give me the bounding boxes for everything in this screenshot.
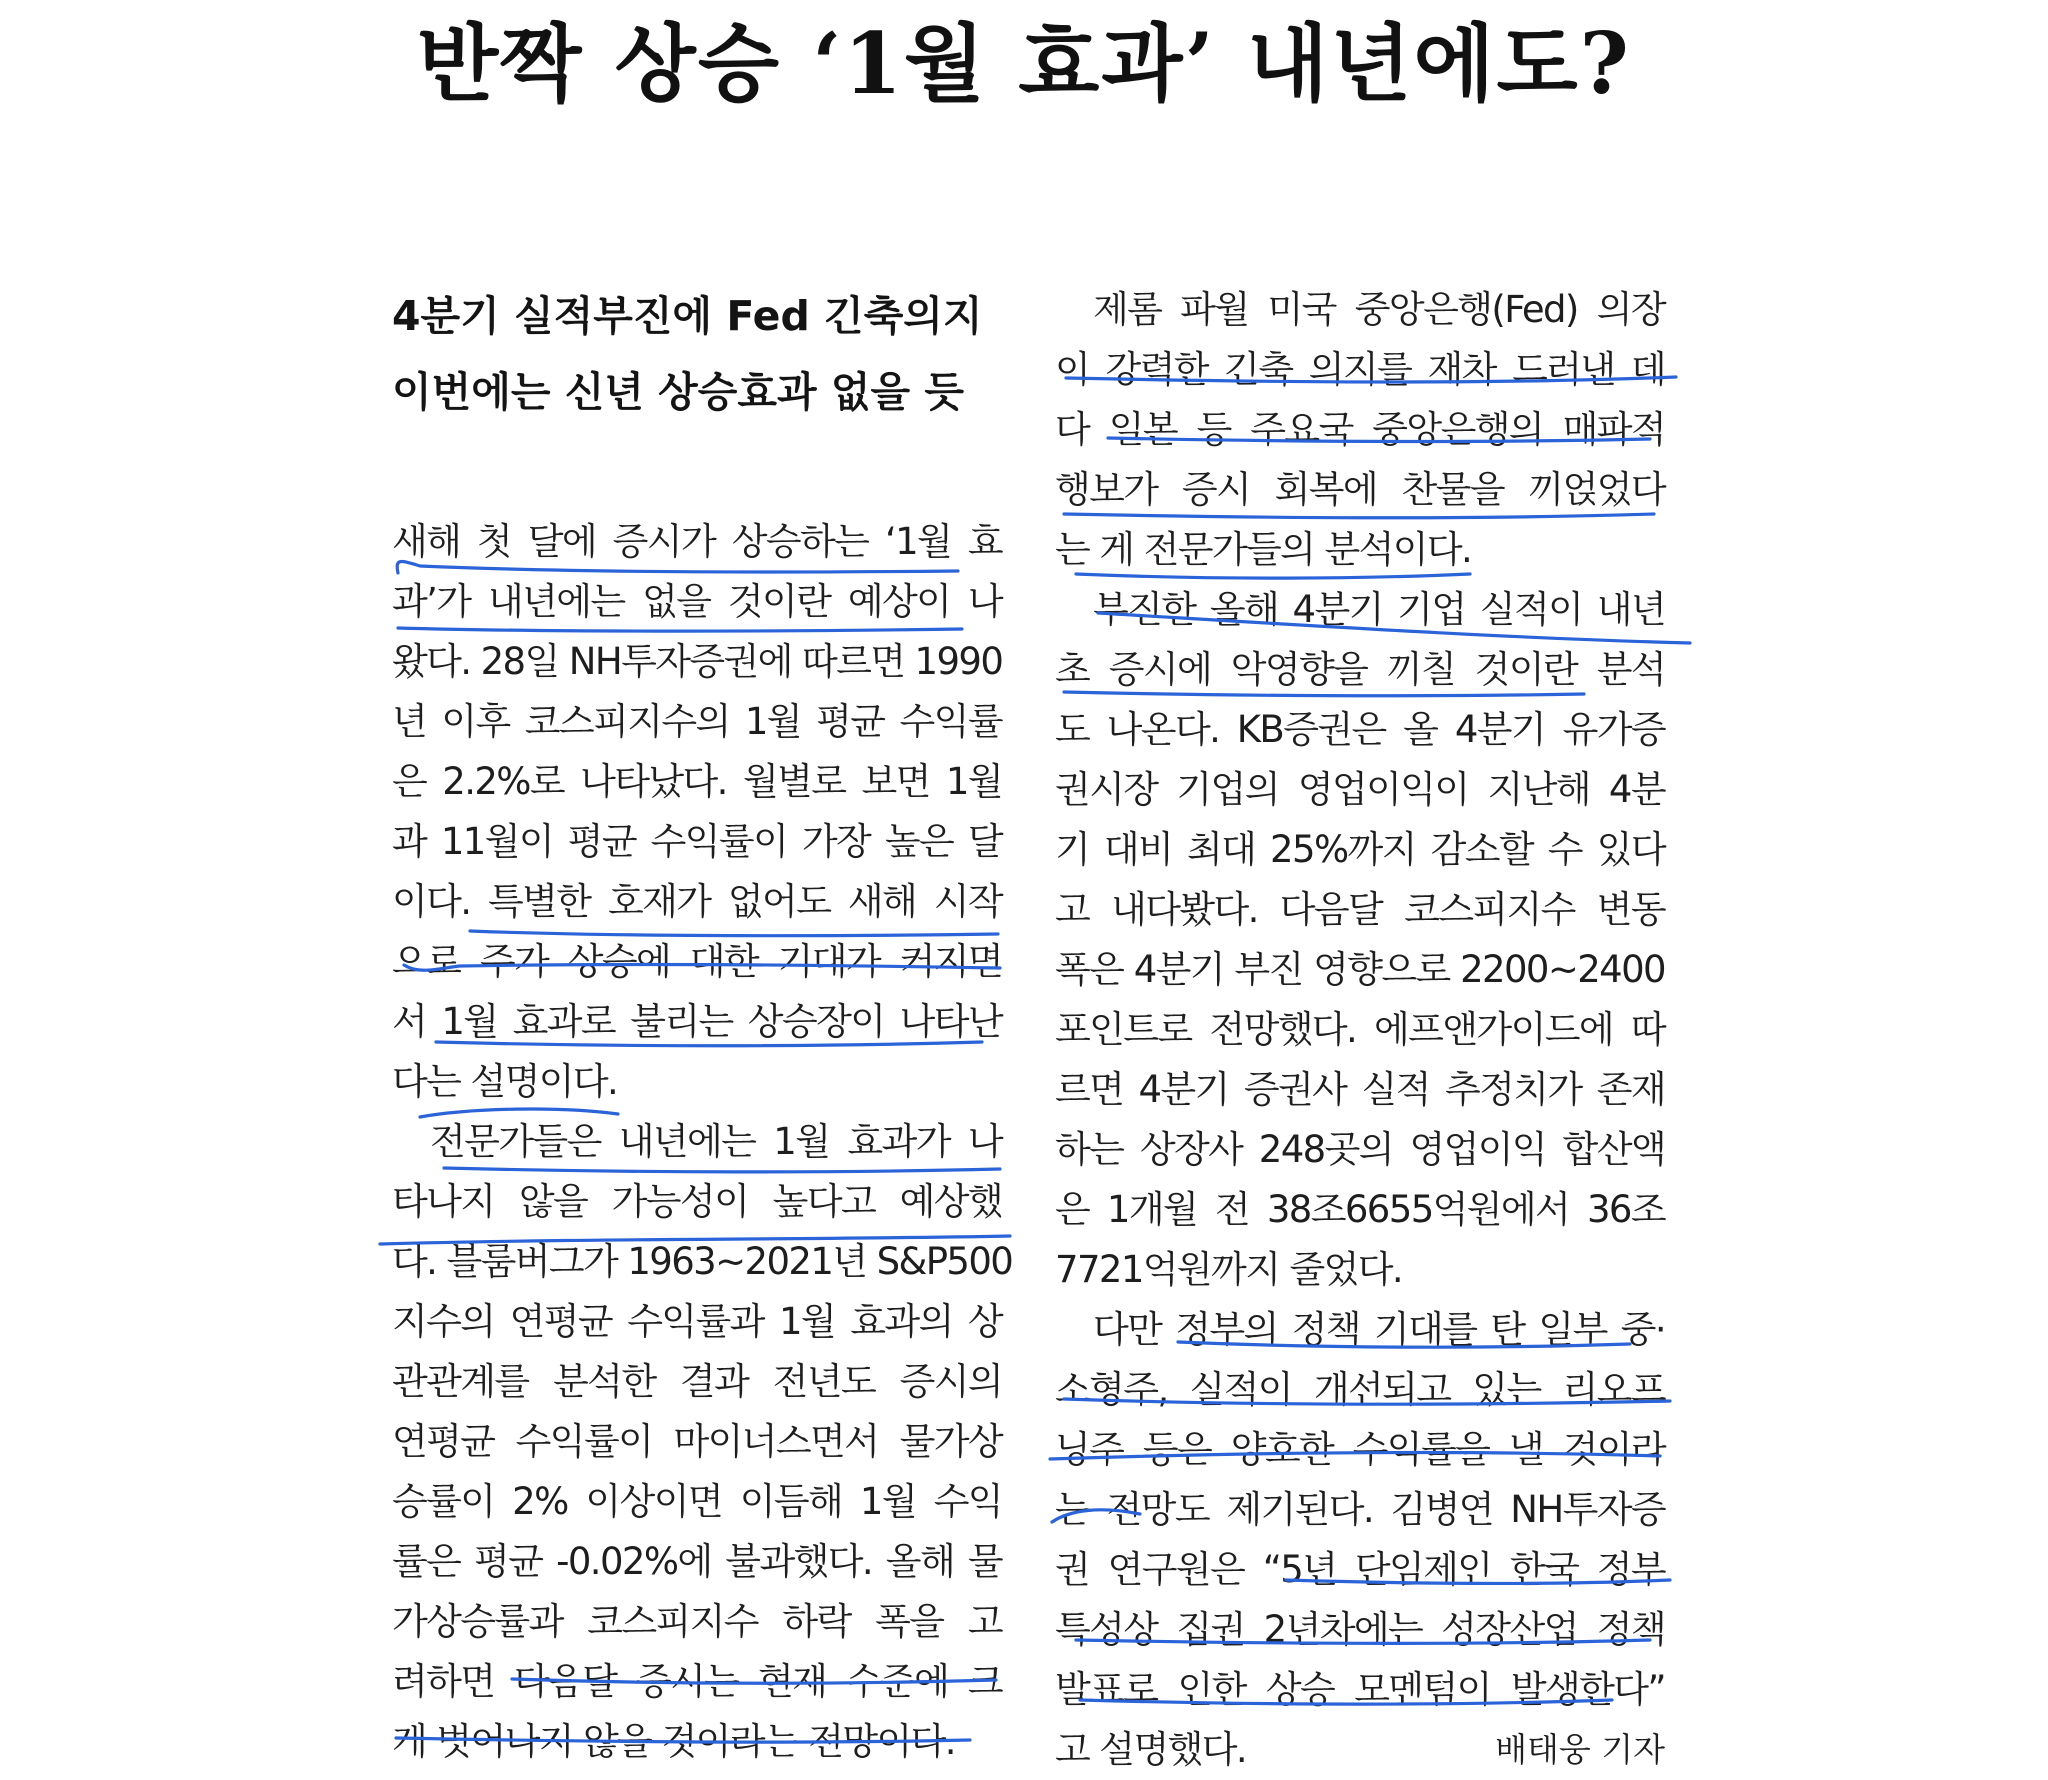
body-line: 으로 주가 상승에 대한 기대가 커지면 <box>392 940 1002 983</box>
closing-row <box>1055 1720 1665 1780</box>
body-line: 폭은 4분기 부진 영향으로 2200~2400 <box>1055 948 1665 991</box>
body-line: 다는 설명이다. <box>392 1060 618 1103</box>
article-headline: 반짝 상승 ‘1월 효과’ 내년에도? <box>417 14 1631 113</box>
subheadline-line: 4분기 실적부진에 Fed 긴축의지 <box>392 292 983 340</box>
body-line: 승률이 2% 이상이면 이듬해 1월 수익 <box>392 1480 1002 1523</box>
subheadline-line: 이번에는 신년 상승효과 없을 듯 <box>392 368 964 416</box>
body-line: 는 전망도 제기된다. 김병연 NH투자증 <box>1055 1488 1665 1531</box>
body-line: 연평균 수익률이 마이너스면서 물가상 <box>392 1420 1002 1463</box>
body-line: 이다. 특별한 호재가 없어도 새해 시작 <box>392 880 1002 923</box>
body-line: 다 일본 등 주요국 중앙은행의 매파적 <box>1055 408 1665 451</box>
body-line: 부진한 올해 4분기 기업 실적이 내년 <box>1093 588 1665 631</box>
body-line: 다만 정부의 정책 기대를 탄 일부 중· <box>1093 1308 1665 1351</box>
body-line: 권 연구원은 “5년 단임제인 한국 정부 <box>1055 1548 1665 1591</box>
body-line: 는 게 전문가들의 분석이다. <box>1055 528 1472 571</box>
body-line: 초 증시에 악영향을 끼칠 것이란 분석 <box>1055 648 1665 691</box>
body-line: 관관계를 분석한 결과 전년도 증시의 <box>392 1360 1002 1403</box>
article-column-left <box>392 512 1013 1772</box>
body-line: 르면 4분기 증권사 실적 추정치가 존재 <box>1055 1068 1665 1111</box>
body-line: 기 대비 최대 25%까지 감소할 수 있다 <box>1055 828 1665 871</box>
body-line: 타나지 않을 가능성이 높다고 예상했 <box>392 1180 1002 1223</box>
body-line: 포인트로 전망했다. 에프앤가이드에 따 <box>1055 1008 1665 1051</box>
body-line: 다. 블룸버그가 1963~2021년 S&P500 <box>392 1240 1013 1283</box>
article-subheadline <box>392 278 1012 430</box>
body-line: 왔다. 28일 NH투자증권에 따르면 1990 <box>392 640 1003 683</box>
body-line: 도 나온다. KB증권은 올 4분기 유가증 <box>1055 708 1665 751</box>
body-line: 은 2.2%로 나타났다. 월별로 보면 1월 <box>392 760 1002 803</box>
body-line: 려하면 다음달 증시는 현재 수준에 크 <box>392 1660 1002 1703</box>
reporter-byline: 배태웅 기자 <box>1495 1730 1665 1769</box>
body-line: 고 설명했다. <box>1055 1728 1247 1771</box>
body-line: 서 1월 효과로 불리는 상승장이 나타난 <box>392 1000 1002 1043</box>
body-line: 은 1개월 전 38조6655억원에서 36조 <box>1055 1188 1665 1231</box>
body-line: 가상승률과 코스피지수 하락 폭을 고 <box>392 1600 1002 1643</box>
body-line: 소형주, 실적이 개선되고 있는 리오프 <box>1055 1368 1665 1411</box>
body-line: 지수의 연평균 수익률과 1월 효과의 상 <box>392 1300 1002 1343</box>
body-line: 전문가들은 내년에는 1월 효과가 나 <box>430 1120 1002 1163</box>
body-line: 새해 첫 달에 증시가 상승하는 ‘1월 효 <box>392 520 1002 563</box>
body-line: 발표로 인한 상승 모멘텀이 발생한다” <box>1055 1668 1665 1711</box>
body-line: 제롬 파월 미국 중앙은행(Fed) 의장 <box>1093 288 1665 331</box>
body-line: 7721억원까지 줄었다. <box>1055 1248 1403 1291</box>
body-line: 하는 상장사 248곳의 영업이익 합산액 <box>1055 1128 1665 1171</box>
body-line: 행보가 증시 회복에 찬물을 끼얹었다 <box>1055 468 1665 511</box>
article-column-right <box>1055 280 1665 1780</box>
body-line: 률은 평균 -0.02%에 불과했다. 올해 물 <box>392 1540 1002 1583</box>
body-line: 닝주 등은 양호한 수익률을 낼 것이라 <box>1055 1428 1665 1471</box>
body-line: 고 내다봤다. 다음달 코스피지수 변동 <box>1055 888 1665 931</box>
body-line: 게 벗어나지 않을 것이라는 전망이다. <box>392 1720 955 1763</box>
body-line: 과’가 내년에는 없을 것이란 예상이 나 <box>392 580 1002 623</box>
body-line: 과 11월이 평균 수익률이 가장 높은 달 <box>392 820 1002 863</box>
body-line: 년 이후 코스피지수의 1월 평균 수익률 <box>392 700 1002 743</box>
body-line: 특성상 집권 2년차에는 성장산업 정책 <box>1055 1608 1665 1651</box>
body-line: 이 강력한 긴축 의지를 재차 드러낸 데 <box>1055 348 1665 391</box>
body-line: 권시장 기업의 영업이익이 지난해 4분 <box>1055 768 1665 811</box>
